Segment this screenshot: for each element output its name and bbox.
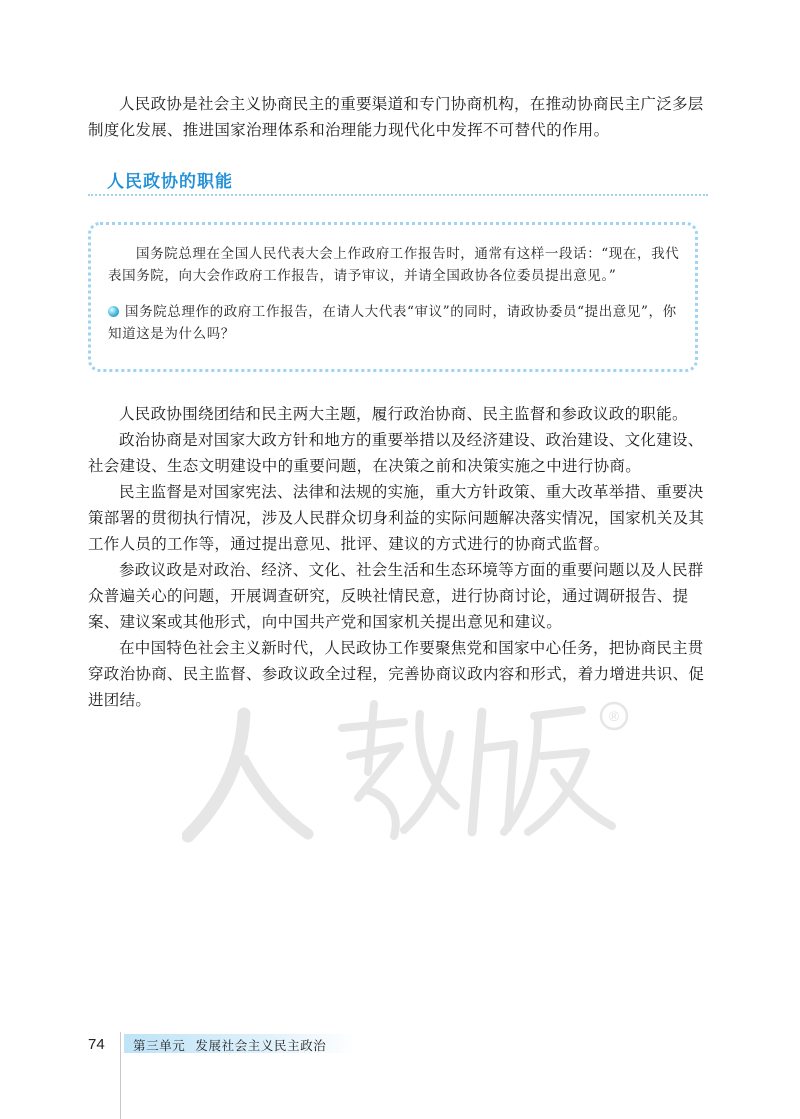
paragraph-democratic-supervision: 民主监督是对国家宪法、法律和法规的实施，重大方针政策、重大改革举措、重要决策部署的贯彻执行情况，涉及人民群众切身利益的实际问题解决落实情况，国家机关及其工作人员的工作等，通过提出意见、批评、建议的方式进行的协商式监督。 [88,483,705,553]
box-quote-text: 国务院总理在全国人民代表大会上作政府工作报告时，通常有这样一段话：“现在，我代表国务院，向大会作政府工作报告，请予审议，并请全国政协各位委员提出意见。” [108,246,680,284]
section-divider [88,194,708,196]
paragraph-themes: 人民政协围绕团结和民主两大主题，履行政治协商、民主监督和参政议政的职能。 [119,405,688,423]
registered-mark: ® [608,708,620,724]
paragraph-participation: 参政议政是对政治、经济、文化、社会生活和生态环境等方面的重要问题以及人民群众普遍关心的问题，开展调查研究，反映社情民意，进行协商讨论，通过调研报告、提案、建议案或其他形式，向中国共产党和国家机关提出意见和建议。 [88,561,704,631]
box-question-text: 国务院总理作的政府工作报告，在请人大代表“审议”的同时，请政协委员“提出意见”，你知道这是为什么吗？ [108,304,677,342]
box-question [108,301,680,345]
footer-rule [120,1032,121,1119]
section-title: 人民政协的职能 [107,172,233,192]
page-number: 74 [88,1036,105,1053]
publisher-watermark [182,686,632,851]
intro-paragraph: 人民政协是社会主义协商民主的重要渠道和专门协商机构，在推动协商民主广泛多层制度化发展、推进国家治理体系和治理能力现代化中发挥不可替代的作用。 [88,95,704,139]
paragraph-new-era: 在中国特色社会主义新时代，人民政协工作要聚焦党和国家中心任务，把协商民主贯穿政治协商、民主监督、参政议政全过程，完善协商议政内容和形式，着力增进共识、促进团结。 [88,639,705,709]
unit-label: 第三单元 [133,1038,186,1053]
unit-title: 发展社会主义民主政治 [195,1038,327,1053]
paragraph-political-consultation: 政治协商是对国家大政方针和地方的重要举措以及经济建设、政治建设、文化建设、社会建设、生态文明建设中的重要问题，在决策之前和决策实施之中进行协商。 [88,431,704,475]
question-bullet-icon [108,306,119,317]
running-footer [133,1036,326,1054]
